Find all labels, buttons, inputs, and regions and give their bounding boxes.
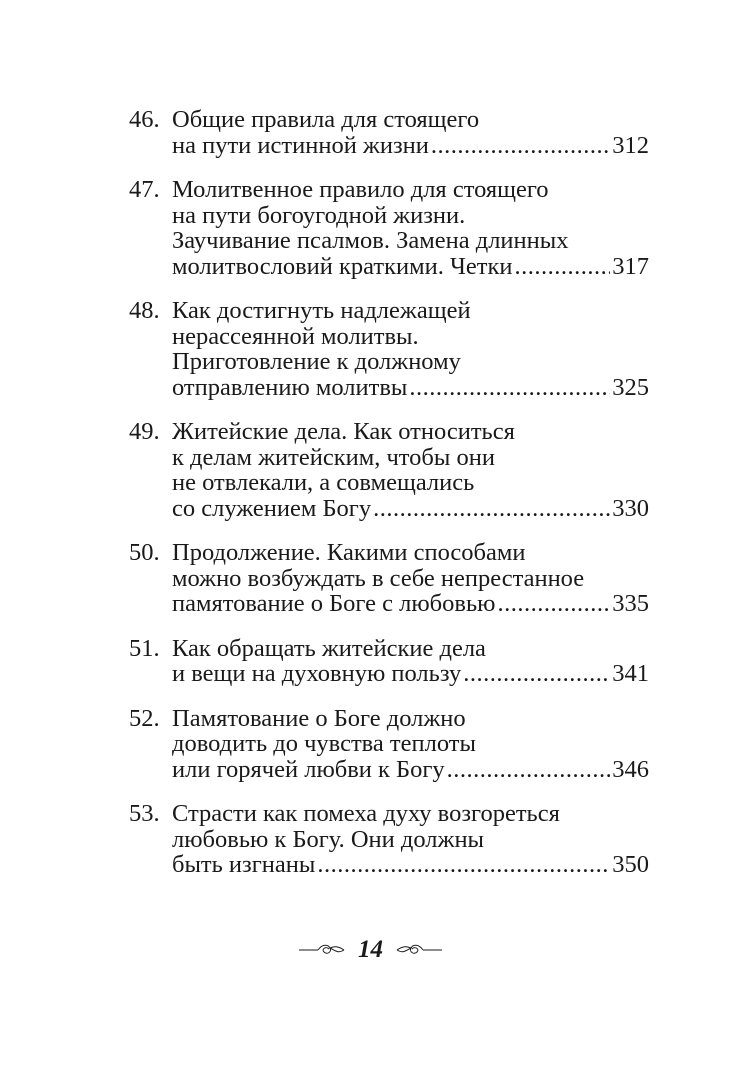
- toc-entry-title: Заучивание псалмов. Замена длинных: [172, 227, 569, 254]
- toc-entry-title: отправлению молитвы: [172, 373, 408, 401]
- toc-entry-title: Продолжение. Какими способами: [172, 539, 526, 566]
- flourish-ornament-icon: [298, 942, 346, 958]
- toc-entry-line: [129, 636, 649, 662]
- toc-page-number: 325: [612, 373, 649, 401]
- toc-entry-number: 53.: [129, 800, 160, 827]
- toc-entry-title: Памятование о Боге должно: [172, 704, 466, 732]
- toc-entry-line: [129, 298, 649, 324]
- toc-entry-line: [129, 107, 649, 133]
- page-footer: [0, 936, 741, 964]
- toc-entry-last-line: [129, 496, 649, 522]
- toc-entry-line: [129, 706, 649, 732]
- toc-entry-title: на пути истинной жизни: [172, 131, 429, 159]
- toc-entry-last-line: [129, 254, 649, 280]
- page-number: 14: [358, 936, 383, 963]
- toc-entry-title: Приготовление к должному: [172, 348, 461, 375]
- toc-entry-title: Как достигнуть надлежащей: [172, 297, 471, 324]
- toc-entry-number: 50.: [129, 539, 160, 566]
- toc-entry-title: и вещи на духовную пользу: [172, 660, 462, 687]
- toc-entry-last-line: [129, 661, 649, 687]
- toc-entry-title: или горячей любви к Богу: [172, 755, 445, 783]
- toc-entry-title: Страсти как помеха духу возгореться: [172, 800, 560, 827]
- toc-entry-last-line: [129, 133, 649, 159]
- toc-entry-title: Молитвенное правило для стоящего: [172, 176, 549, 203]
- toc-entry-title: на пути богоугодной жизни.: [172, 201, 466, 229]
- toc-entry-number: 49.: [129, 418, 160, 445]
- dot-leader: [373, 496, 610, 522]
- toc-entry-title: любовью к Богу. Они должны: [172, 825, 485, 853]
- toc-entry-number: 46.: [129, 106, 160, 133]
- toc-entry-number: 51.: [129, 634, 160, 662]
- toc-entry-title: молитвословий краткими. Четки: [172, 252, 513, 280]
- toc-entry-50[interactable]: [129, 540, 649, 617]
- dot-leader: [515, 254, 611, 280]
- toc-entry-48[interactable]: [129, 298, 649, 400]
- toc-page-number: 312: [612, 131, 649, 159]
- toc-entry-title: со служением Богу: [172, 494, 372, 522]
- toc-entry-title: Общие правила для стоящего: [172, 106, 480, 133]
- dot-leader: [447, 757, 611, 783]
- dot-leader: [463, 661, 610, 687]
- toc-entry-title: доводить до чувства теплоты: [172, 730, 476, 757]
- toc-entry-title: быть изгнаны: [172, 851, 316, 878]
- toc-entry-51[interactable]: [129, 636, 649, 687]
- toc-entry-last-line: [129, 852, 649, 878]
- dot-leader: [409, 375, 610, 401]
- toc-entry-53[interactable]: [129, 801, 649, 878]
- toc-entry-last-line: [129, 591, 649, 617]
- flourish-ornament-icon: [395, 942, 443, 958]
- toc-entry-last-line: [129, 375, 649, 401]
- toc-entry-49[interactable]: [129, 419, 649, 521]
- toc-entry-last-line: [129, 757, 649, 783]
- toc-entry-title: можно возбуждать в себе непрестанное: [172, 564, 585, 592]
- toc-page-number: 330: [612, 494, 649, 522]
- toc-entry-number: 52.: [129, 704, 160, 732]
- toc-page-number: 350: [612, 851, 649, 878]
- dot-leader: [431, 133, 610, 159]
- toc-entry-title: Житейские дела. Как относиться: [172, 418, 515, 445]
- toc-page-number: 335: [612, 590, 649, 617]
- toc-entry-number: 48.: [129, 297, 160, 324]
- dot-leader: [317, 852, 610, 878]
- toc-entry-line: [129, 419, 649, 445]
- toc-entry-line: [129, 177, 649, 203]
- toc-page-number: 341: [612, 660, 649, 687]
- dot-leader: [497, 591, 610, 617]
- toc-entry-52[interactable]: [129, 706, 649, 783]
- toc-entry-title: не отвлекали, а совмещались: [172, 469, 475, 496]
- toc-entry-47[interactable]: [129, 177, 649, 279]
- toc-entry-title: памятование о Боге с любовью: [172, 590, 496, 617]
- toc-entry-title: нерассеянной молитвы.: [172, 322, 419, 350]
- toc-page-number: 346: [612, 755, 649, 783]
- toc-page-number: 317: [612, 252, 649, 280]
- toc-entry-46[interactable]: [129, 107, 649, 158]
- table-of-contents: [129, 107, 649, 897]
- toc-entry-number: 47.: [129, 176, 160, 203]
- toc-entry-title: Как обращать житейские дела: [172, 634, 486, 662]
- toc-entry-title: к делам житейским, чтобы они: [172, 443, 495, 471]
- toc-entry-line: [129, 540, 649, 566]
- toc-entry-line: [129, 801, 649, 827]
